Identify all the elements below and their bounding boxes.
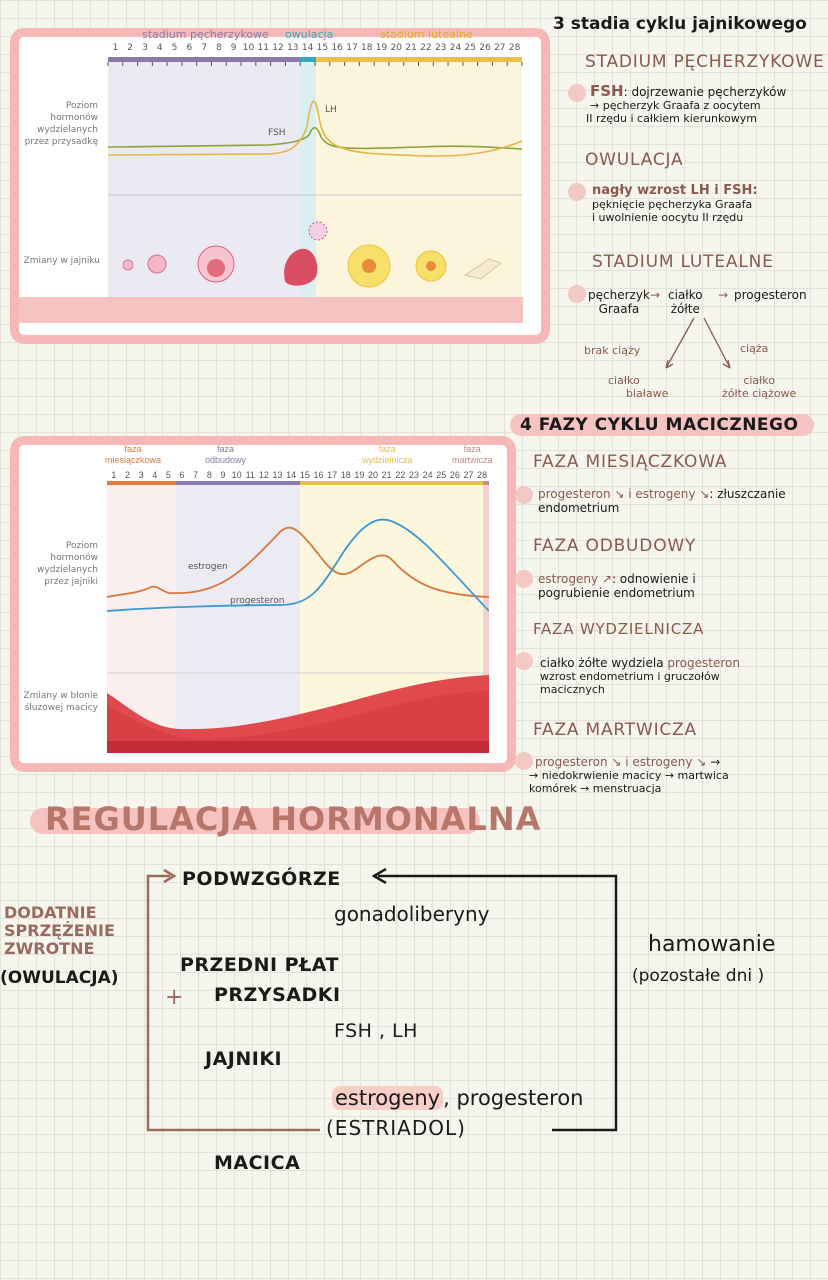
day-tick-label: 4 [156, 43, 163, 53]
day-tick-label: 14 [286, 470, 297, 480]
uterine-phase-label: faza martwicza [452, 444, 493, 465]
phase-ovulation-label: owulacja [285, 28, 334, 41]
secretory-phase-note: ciałko żółte wydziela progesteron wzrost endometrium i gruczołów macicznych [540, 656, 740, 696]
fsh-lh-label: FSH , LH [334, 1020, 418, 1042]
day-tick-label: 15 [316, 43, 329, 53]
regulation-title: REGULACJA HORMONALNA [45, 800, 542, 838]
day-tick-label: 15 [299, 470, 310, 480]
day-tick-label: 11 [245, 470, 255, 480]
ovulation-note: nagły wzrost LH i FSH: pęknięcie pęcherzyka Graafa i uwolnienie oocytu II rzędu [592, 183, 758, 224]
day-tick-label: 5 [165, 470, 171, 480]
day-tick-label: 22 [420, 43, 432, 53]
arrow-icon: → [650, 288, 661, 302]
arrow-icon: → [718, 288, 729, 302]
day-tick-label: 13 [272, 470, 283, 480]
necrotic-phase-title: FAZA MARTWICZA [533, 720, 697, 740]
luteal-flow: pęcherzyk Graafa → ciałko żółte → progesteron brak ciąży ciąża ciałko białawe ciałko żółte ciążowe [584, 288, 807, 400]
progesterone-series-label: progesteron [230, 596, 285, 606]
plus-sign: + [165, 985, 184, 1010]
day-tick-label: 6 [186, 43, 193, 53]
hormones-line: estrogeny , progesteron [332, 1086, 584, 1110]
day-tick-label: 19 [375, 43, 388, 53]
day-tick-label: 16 [313, 470, 324, 480]
fsh-series-label: FSH [268, 128, 286, 138]
follicular-stage-title: STADIUM PĘCHERZYKOWE [585, 52, 825, 72]
estradiol-label: (ESTRIADOL) [326, 1116, 466, 1140]
day-tick-label: 27 [463, 470, 474, 480]
day-tick-label: 10 [242, 43, 255, 53]
positive-feedback-label: DODATNIE SPRZĘŻENIE ZWROTNE [4, 903, 115, 958]
necrotic-phase-note: progesteron ↘ i estrogeny ↘ → → niedokrwienie macicy → martwica komórek → menstruacja [529, 755, 729, 795]
day-tick-label: 3 [142, 43, 148, 53]
inhibition-label: hamowanie [648, 932, 776, 957]
day-tick-label: 8 [206, 470, 212, 480]
inhibition-days-label: (pozostałe dni ) [632, 966, 765, 986]
day-tick-label: 5 [171, 43, 178, 53]
day-tick-label: 17 [327, 470, 338, 480]
day-tick-label: 10 [231, 470, 242, 480]
day-tick-label: 2 [127, 43, 134, 53]
gnrh-label: gonadoliberyny [334, 902, 490, 926]
uterine-phase-label: faza wydzielnicza [362, 444, 413, 465]
proliferative-phase-title: FAZA ODBUDOWY [533, 536, 697, 556]
day-tick-label: 13 [287, 43, 299, 53]
uterus-label: MACICA [214, 1152, 301, 1174]
ovulation-note-label: (OWULACJA) [0, 968, 119, 988]
day-tick-label: 25 [436, 470, 447, 480]
day-tick-label: 18 [340, 470, 351, 480]
ovulation-title: OWULACJA [585, 150, 684, 170]
day-tick-label: 4 [152, 470, 158, 480]
day-tick-label: 23 [434, 43, 447, 53]
day-tick-label: 26 [449, 470, 460, 480]
lh-series-label: LH [325, 105, 337, 115]
uterine-notes-title: 4 FAZY CYKLU MACICZNEGO [520, 415, 799, 435]
day-tick-label: 24 [449, 43, 462, 53]
day-tick-label: 25 [464, 43, 476, 53]
day-tick-label: 11 [257, 43, 269, 53]
day-tick-label: 1 [112, 43, 119, 53]
uterine-phase-label: faza odbudowy [205, 444, 247, 465]
proliferative-phase-note: estrogeny ↗: odnowienie i pogrubienie endometrium [538, 572, 696, 600]
day-tick-label: 18 [361, 43, 373, 53]
follicular-stage-note: FSH: dojrzewanie pęcherzyków → pęcherzyk Graafa z oocytem II rzędu i całkiem kierunkowym [586, 82, 787, 125]
uterine-phase-label: faza miesiączkowa [105, 444, 162, 465]
day-tick-label: 8 [216, 43, 222, 53]
day-tick-label: 22 [395, 470, 406, 480]
luteal-stage-title: STADIUM LUTEALNE [592, 252, 774, 272]
phase-luteal-label: stadium lutealne [380, 28, 473, 41]
secretory-phase-title: FAZA WYDZIELNICZA [533, 620, 705, 638]
day-tick-label: 7 [193, 470, 199, 480]
menstrual-phase-note: progesteron ↘ i estrogeny ↘: złuszczanie endometrium [538, 487, 786, 515]
pituitary-label-1: PRZEDNI PŁAT [180, 954, 339, 976]
day-tick-label: 14 [301, 43, 314, 53]
hypothalamus-label: PODWZGÓRZE [182, 868, 341, 890]
day-tick-label: 6 [179, 470, 185, 480]
day-tick-label: 20 [390, 43, 403, 53]
day-tick-label: 21 [405, 43, 417, 53]
day-tick-label: 12 [258, 470, 269, 480]
day-tick-label: 9 [230, 43, 237, 53]
ovaries-label: JAJNIKI [205, 1048, 283, 1070]
day-tick-label: 3 [138, 470, 144, 480]
phase-follicular-label: stadium pęcherzykowe [142, 28, 269, 41]
day-tick-label: 21 [381, 470, 392, 480]
day-tick-label: 2 [124, 470, 130, 480]
menstrual-phase-title: FAZA MIESIĄCZKOWA [533, 452, 728, 472]
pituitary-label-2: PRZYSADKI [214, 984, 341, 1006]
day-tick-label: 23 [408, 470, 419, 480]
day-tick-label: 19 [354, 470, 365, 480]
ovarian-hormone-level-label: Poziom hormonów wydzielanych przez jajniki [37, 541, 98, 587]
mucosa-changes-label: Zmiany w błonie śluzowej macicy [23, 691, 98, 713]
day-tick-label: 26 [479, 43, 491, 53]
day-tick-label: 24 [422, 470, 433, 480]
day-tick-label: 17 [346, 43, 358, 53]
day-tick-label: 1 [111, 470, 117, 480]
day-tick-label: 28 [477, 470, 488, 480]
day-tick-label: 9 [220, 470, 226, 480]
estrogen-series-label: estrogen [188, 562, 228, 572]
ovarian-notes-title: 3 stadia cyklu jajnikowego [553, 14, 807, 34]
hormone-level-label: Poziom hormonów wydzielanych przez przysadkę [24, 101, 98, 147]
day-tick-label: 7 [201, 43, 207, 53]
day-tick-label: 27 [494, 43, 506, 53]
day-tick-label: 12 [272, 43, 284, 53]
day-tick-label: 20 [368, 470, 379, 480]
day-tick-label: 28 [508, 43, 521, 53]
day-tick-label: 16 [331, 43, 343, 53]
ovary-changes-label: Zmiany w jajniku [23, 256, 100, 266]
